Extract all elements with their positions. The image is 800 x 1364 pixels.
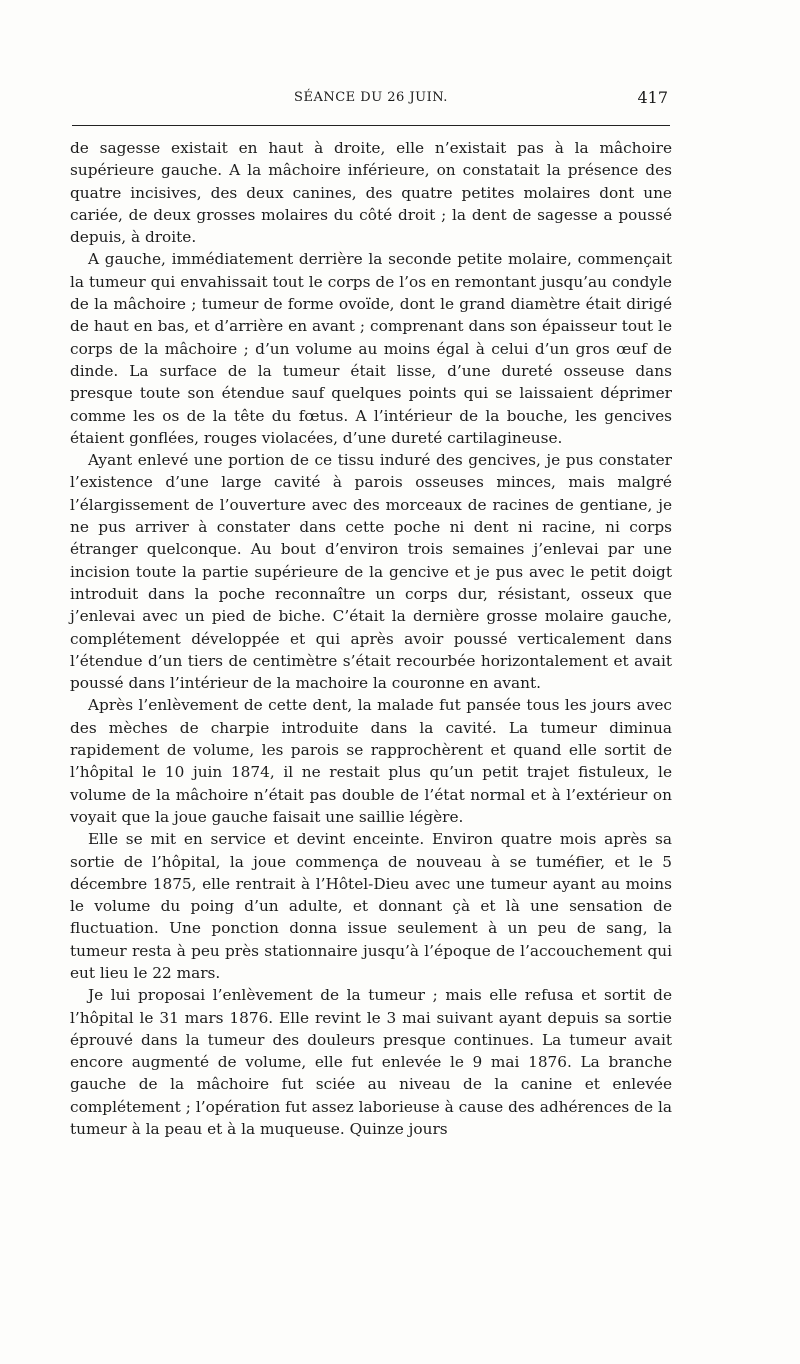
paragraph-4: Après l’enlèvement de cette dent, la malade fut pansée tous les jours avec des mèches de charpie introduite dans la cavité. La tumeur diminua rapidement de volume, les parois se rapprochèrent et quand elle sortit de l’hôpital le 10 juin 1874, il ne restait plus qu’un petit trajet fistuleux, le volume de la mâchoire n’était pas double de l’état normal et à l’extérieur on voyait que la joue gauche faisait une saillie légère. <box>70 696 672 826</box>
page-number: 417 <box>637 88 668 107</box>
header-rule <box>72 125 670 126</box>
page-header <box>72 88 670 114</box>
body-text <box>70 137 672 1140</box>
paragraph-2: A gauche, immédiatement derrière la seconde petite molaire, commençait la tumeur qui envahissait tout le corps de l’os en remontant jusqu’au condyle de la mâchoire ; tumeur de forme ovoïde, dont le grand diamètre était dirigé de haut en bas, et d’arrière en avant ; comprenant dans son épaisseur tout le corps de la mâchoire ; d’un volume au moins égal à celui d’un gros œuf de dinde. La surface de la tumeur était lisse, d’une dureté osseuse dans presque toute son étendue sauf quelques points qui se laissaient déprimer comme les os de la tête du fœtus. A l’intérieur de la bouche, les gencives étaient gonflées, rouges violacées, d’une dureté cartilagineuse. <box>70 250 672 447</box>
paragraph-3: Ayant enlevé une portion de ce tissu induré des gencives, je pus constater l’existence d’une large cavité à parois osseuses minces, mais malgré l’élargissement de l’ouverture avec des morceaux de racines de gentiane, je ne pus arriver à constater dans cette poche ni dent ni racine, ni corps étranger quelconque. Au bout d’environ trois semaines j’enlevai par une incision toute la partie supérieure de la gencive et je pus avec le petit doigt introduit dans la poche reconnaître un corps dur, résistant, osseux que j’enlevai avec un pied de biche. C’était la dernière grosse molaire gauche, complétement développée et qui après avoir poussé verticalement dans l’étendue d’un tiers de centimètre s’était recourbée horizontalement et avait poussé dans l’intérieur de la machoire la couronne en avant. <box>70 451 672 693</box>
paragraph-6: Je lui proposai l’enlèvement de la tumeur ; mais elle refusa et sortit de l’hôpital le 31 mars 1876. Elle revint le 3 mai suivant ayant depuis sa sortie éprouvé dans la tumeur des douleurs presque continues. La tumeur avait encore augmenté de volume, elle fut enlevée le 9 mai 1876. La branche gauche de la mâchoire fut sciée au niveau de la canine et enlevée complétement ; l’opération fut assez laborieuse à cause des adhérences de la tumeur à la peau et à la muqueuse. Quinze jours <box>70 986 672 1139</box>
paragraph-5: Elle se mit en service et devint enceinte. Environ quatre mois après sa sortie de l’hôpital, la joue commença de nouveau à se tuméfier, et le 5 décembre 1875, elle rentrait à l’Hôtel-Dieu avec une tumeur ayant au moins le volume du poing d’un adulte, et donnant çà et là une sensation de fluctuation. Une ponction donna issue seulement à un peu de sang, la tumeur resta à peu près stationnaire jusqu’à l’époque de l’accouchement qui eut lieu le 22 mars. <box>70 830 672 982</box>
paragraph-1: de sagesse existait en haut à droite, elle n’existait pas à la mâchoire supérieure gauche. A la mâchoire inférieure, on constatait la présence des quatre incisives, des deux canines, des quatre petites molaires dont une cariée, de deux grosses molaires du côté droit ; la dent de sagesse a poussé depuis, à droite. <box>70 139 672 247</box>
running-title: SÉANCE DU 26 JUIN. <box>294 90 448 105</box>
